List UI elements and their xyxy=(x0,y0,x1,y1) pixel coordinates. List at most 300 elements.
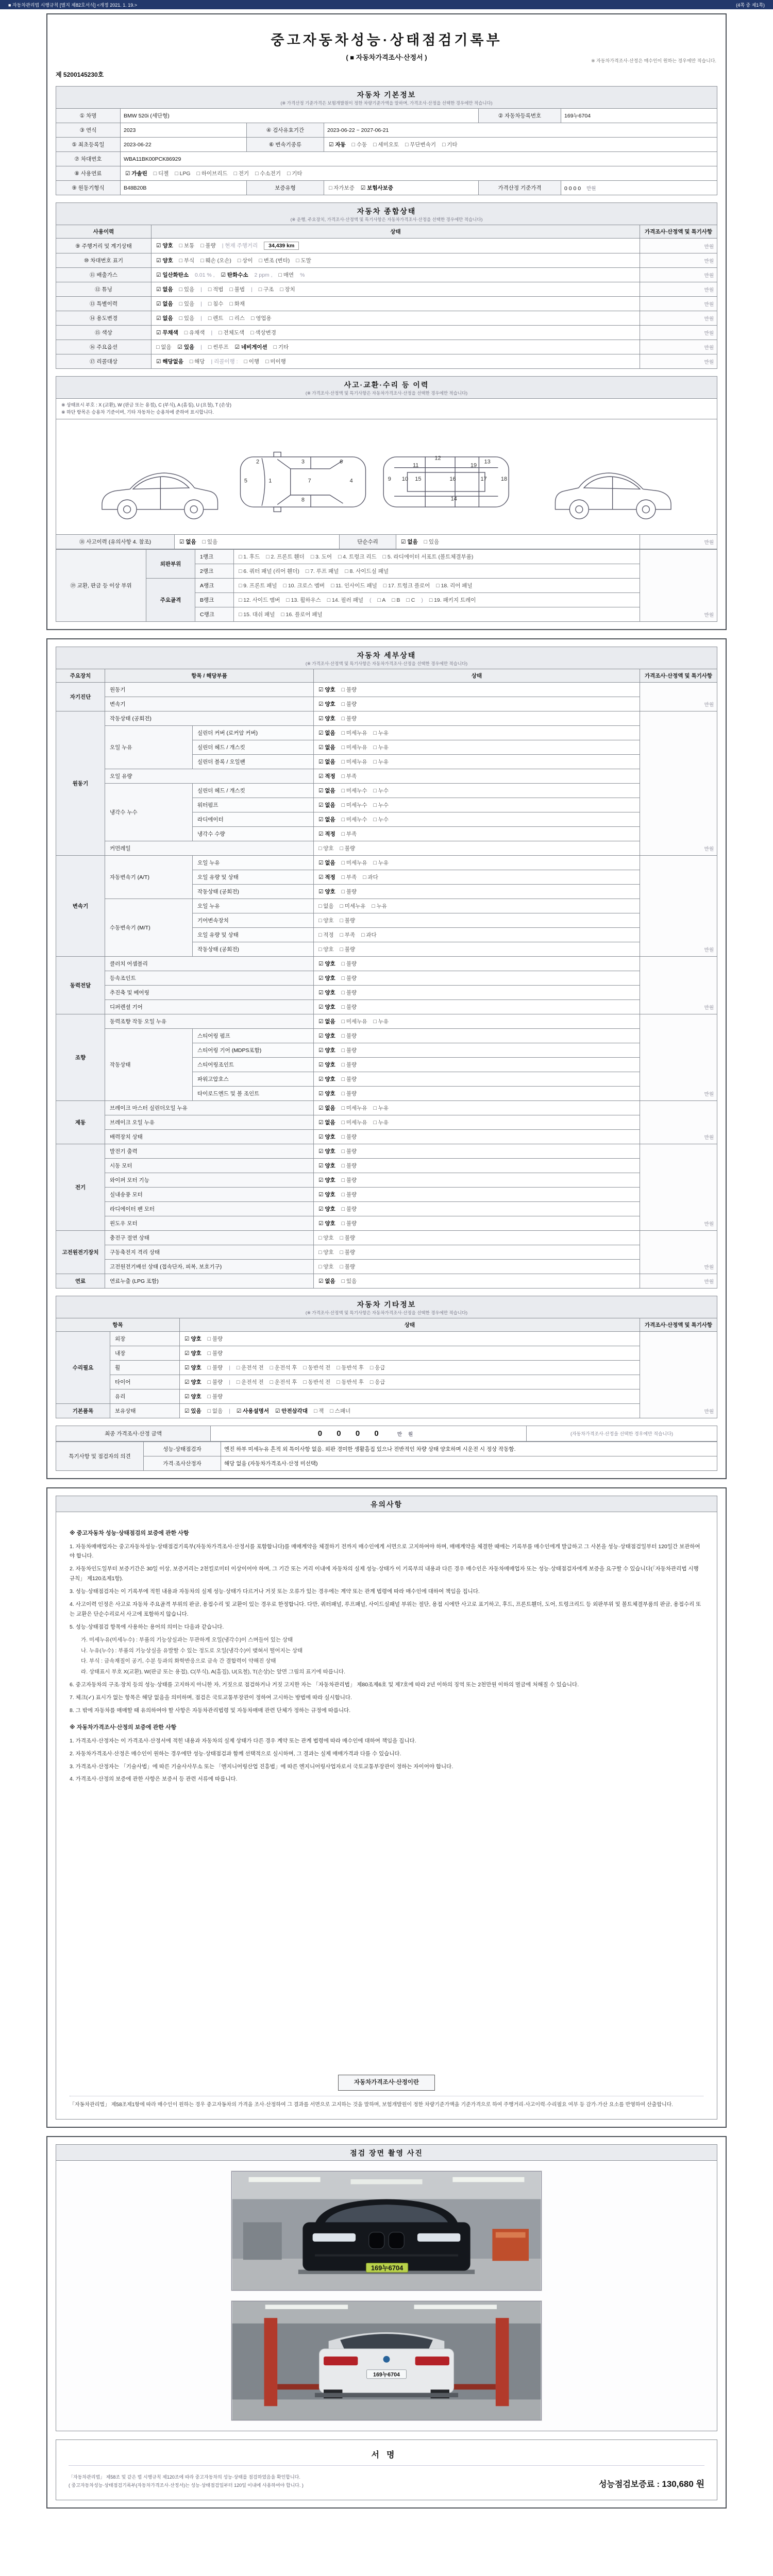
status-cell xyxy=(314,1245,640,1259)
status-cell xyxy=(314,971,640,985)
table-row xyxy=(56,711,717,725)
status-cell xyxy=(234,607,640,621)
checkbox-불량[interactable]: □ 불량 xyxy=(341,1076,357,1082)
checkbox-양호[interactable]: □ 양호 xyxy=(318,1234,334,1241)
checkbox-해당[interactable]: □ 해당 xyxy=(189,359,205,365)
checkbox-색상변경[interactable]: □ 색상변경 xyxy=(250,330,276,336)
label-cell: 보증유형 xyxy=(247,181,324,195)
lift-post-left xyxy=(264,2318,278,2406)
checkbox-양호[interactable]: □ 양호 xyxy=(318,845,334,852)
checkbox-5. 라디에이터 서포트 (볼트체결부품)[interactable]: □ 5. 라디에이터 서포트 (볼트체결부품) xyxy=(382,553,474,560)
car-side-view-left xyxy=(102,473,218,519)
checkbox-이행[interactable]: □ 이행 xyxy=(244,359,260,365)
checkbox-수소전기[interactable]: □ 수소전기 xyxy=(255,171,281,177)
checkbox-무단변속기[interactable]: □ 무단변속기 xyxy=(405,142,436,148)
checkbox-네비게이션[interactable]: ☑ 네비게이션 xyxy=(234,344,267,350)
table-row xyxy=(56,956,717,971)
checkbox-14. 필러 패널[interactable]: □ 14. 필러 패널 xyxy=(327,597,364,603)
checkbox-누유[interactable]: □ 누유 xyxy=(373,1105,389,1111)
checkbox-응급[interactable]: □ 응급 xyxy=(369,1364,385,1371)
checkbox-불량[interactable]: □ 불량 xyxy=(341,686,357,693)
checkbox-양호[interactable]: ☑ 양호 xyxy=(318,1148,335,1155)
checkbox-불량[interactable]: □ 불량 xyxy=(341,1206,357,1212)
label-cell: ⑫ 튜닝 xyxy=(56,282,152,297)
checkbox-불량[interactable]: □ 불량 xyxy=(341,1220,357,1227)
inline-text: 2 ppm , xyxy=(254,272,273,278)
status-cell xyxy=(314,783,640,798)
price-cell: 만원 xyxy=(640,534,717,549)
table-row xyxy=(56,1173,717,1187)
checkbox-불법[interactable]: □ 불법 xyxy=(229,286,245,293)
checkbox-미세누유[interactable]: □ 미세누유 xyxy=(341,1018,367,1025)
checkbox-불량[interactable]: □ 불량 xyxy=(341,1177,357,1183)
section-basic-header xyxy=(56,86,717,108)
checkbox-양호[interactable]: ☑ 양호 xyxy=(318,686,335,693)
checkbox-12. 사이드 멤버[interactable]: □ 12. 사이드 멤버 xyxy=(239,597,280,603)
item-cell: 디퍼렌셜 기어 xyxy=(105,999,314,1014)
checkbox-불량[interactable]: □ 불량 xyxy=(341,1004,357,1010)
checkbox-양호[interactable]: ☑ 양호 xyxy=(318,1090,335,1097)
checkbox-적법[interactable]: □ 적법 xyxy=(208,286,224,293)
table-row xyxy=(56,578,717,592)
diagram-number: 10 xyxy=(401,476,408,482)
group-cell: 전기 xyxy=(56,1144,105,1230)
photo-rear-frame xyxy=(231,2301,542,2420)
status-cell xyxy=(314,927,640,942)
checkbox-누수[interactable]: □ 누수 xyxy=(373,816,389,823)
checkbox-누유[interactable]: □ 누유 xyxy=(373,859,389,866)
subitem-cell: 스티어링 기어 (MDPS포함) xyxy=(193,1043,314,1057)
checkbox-양호[interactable]: ☑ 양호 xyxy=(318,1061,335,1068)
checkbox-있음[interactable]: □ 있음 xyxy=(179,315,195,321)
checkbox-렌트[interactable]: □ 렌트 xyxy=(208,315,224,321)
status-cell xyxy=(314,1115,640,1129)
item-cell: 원동기 xyxy=(105,682,314,697)
checkbox-LPG[interactable]: □ LPG xyxy=(175,171,191,177)
checkbox-15. 대쉬 패널[interactable]: □ 15. 대쉬 패널 xyxy=(239,611,275,618)
checkbox-불량[interactable]: □ 불량 xyxy=(200,243,216,249)
table-row xyxy=(56,253,717,268)
checkbox-없음[interactable]: ☑ 없음 xyxy=(179,538,196,545)
checkbox-해당없음[interactable]: ☑ 해당없음 xyxy=(156,359,183,365)
group-cell: 동력전달 xyxy=(56,956,105,1014)
checkbox-없음[interactable]: □ 없음 xyxy=(318,903,334,909)
checkbox-리스[interactable]: □ 리스 xyxy=(229,315,245,321)
checkbox-미세누수[interactable]: □ 미세누수 xyxy=(341,787,367,794)
checkbox-누수[interactable]: □ 누수 xyxy=(373,802,389,808)
checkbox-불량[interactable]: □ 불량 xyxy=(207,1364,223,1371)
checkbox-미세누유[interactable]: □ 미세누유 xyxy=(341,730,367,736)
checkbox-불량[interactable]: □ 불량 xyxy=(341,1133,357,1140)
label-cell: ① 차명 xyxy=(56,109,121,123)
checkbox-없음[interactable]: ☑ 없음 xyxy=(318,758,335,765)
checkbox-과다[interactable]: □ 과다 xyxy=(361,931,377,938)
checkbox-무채색[interactable]: ☑ 무채색 xyxy=(156,330,178,336)
checkbox-동반석 전[interactable]: □ 동반석 전 xyxy=(303,1364,331,1371)
checkbox-기타[interactable]: □ 기타 xyxy=(287,171,303,177)
status-cell xyxy=(314,1173,640,1187)
section-notice-header xyxy=(56,1496,717,1512)
checkbox-7. 루프 패널[interactable]: □ 7. 루프 패널 xyxy=(305,568,339,574)
checkbox-부족[interactable]: □ 부족 xyxy=(340,931,356,938)
checkbox-양호[interactable]: ☑ 양호 xyxy=(318,1032,335,1039)
checkbox-미세누유[interactable]: □ 미세누유 xyxy=(341,1105,367,1111)
checkbox-도말[interactable]: □ 도말 xyxy=(296,258,311,264)
item-cell: 연료누출 (LPG 포함) xyxy=(105,1274,314,1288)
checkbox-탄화수소[interactable]: ☑ 탄화수소 xyxy=(221,272,248,278)
checkbox-운전석 후[interactable]: □ 운전석 후 xyxy=(270,1379,297,1385)
checkbox-불량[interactable]: □ 불량 xyxy=(207,1335,223,1342)
notice-item: 2. 자동차가격조사·산정은 매수인이 원하는 경우에만 성능·상태점검과 함께 선택적으로 실시하며, 그 결과는 실제 매매가격과 다를 수 있습니다. xyxy=(70,1750,401,1757)
checkbox-동반석 후[interactable]: □ 동반석 후 xyxy=(337,1379,364,1385)
checkbox-1. 후드[interactable]: □ 1. 후드 xyxy=(239,553,260,560)
checkbox-누유[interactable]: □ 누유 xyxy=(373,758,389,765)
checkbox-양호[interactable]: ☑ 양호 xyxy=(318,1004,335,1010)
checkbox-불량[interactable]: □ 불량 xyxy=(341,1191,357,1198)
checkbox-누유[interactable]: □ 누유 xyxy=(373,1018,389,1025)
table-row xyxy=(56,123,717,138)
checkbox-미세누유[interactable]: □ 미세누유 xyxy=(341,1119,367,1126)
checkbox-양호[interactable]: □ 양호 xyxy=(318,917,334,924)
checkbox-없음[interactable]: ☑ 없음 xyxy=(318,744,335,751)
label-cell: ⑯ 주요옵션 xyxy=(56,340,152,354)
diagram-number: 17 xyxy=(480,476,487,482)
checkbox-누수[interactable]: □ 누수 xyxy=(373,787,389,794)
label-cell: ② 자동차등록번호 xyxy=(479,109,561,123)
checkbox-불량[interactable]: □ 불량 xyxy=(340,1234,356,1241)
checkbox-11. 인사이드 패널[interactable]: □ 11. 인사이드 패널 xyxy=(330,582,377,589)
item-cell: 외장 xyxy=(110,1331,180,1346)
checkbox-불량[interactable]: □ 불량 xyxy=(341,1090,357,1097)
label-cell: 단순수리 xyxy=(340,534,396,549)
group-cell: 자기진단 xyxy=(56,682,105,711)
checkbox-없음[interactable]: ☑ 없음 xyxy=(318,1119,335,1126)
checkbox-B[interactable]: □ B xyxy=(392,597,400,603)
checkbox-양호[interactable]: ☑ 양호 xyxy=(156,258,173,264)
checkbox-양호[interactable]: □ 양호 xyxy=(318,1263,334,1270)
checkbox-없음[interactable]: □ 없음 xyxy=(156,344,172,350)
checkbox-불량[interactable]: □ 불량 xyxy=(341,1148,357,1155)
checkbox-운전석 전[interactable]: □ 운전석 전 xyxy=(236,1364,264,1371)
checkbox-양호[interactable]: ☑ 양호 xyxy=(184,1350,201,1357)
checkbox-없음[interactable]: □ 없음 xyxy=(207,1408,223,1414)
checkbox-있음[interactable]: ☑ 있음 xyxy=(184,1408,201,1414)
checkbox-운전석 후[interactable]: □ 운전석 후 xyxy=(270,1364,297,1371)
checkbox-누유[interactable]: □ 누유 xyxy=(373,1119,389,1126)
subitem-cell: 타이로드엔드 및 볼 조인트 xyxy=(193,1086,314,1100)
checkbox-없음[interactable]: ☑ 없음 xyxy=(318,1018,335,1025)
status-cell xyxy=(314,841,640,855)
checkbox-불량[interactable]: □ 불량 xyxy=(340,1263,356,1270)
checkbox-없음[interactable]: ☑ 없음 xyxy=(318,730,335,736)
kidney-grille-right xyxy=(389,2232,404,2248)
checkbox-불량[interactable]: □ 불량 xyxy=(340,845,356,852)
checkbox-불량[interactable]: □ 불량 xyxy=(207,1379,223,1385)
checkbox-없음[interactable]: ☑ 없음 xyxy=(318,859,335,866)
damage-code-legend xyxy=(56,398,717,419)
group-cell: 변속기 xyxy=(56,855,105,956)
table-row xyxy=(56,268,717,282)
checkbox-있음[interactable]: ☑ 있음 xyxy=(177,344,195,350)
checkbox-불량[interactable]: □ 불량 xyxy=(341,975,357,981)
table-row xyxy=(56,1187,717,1201)
checkbox-기타[interactable]: □ 기타 xyxy=(442,142,458,148)
checkbox-없음[interactable]: ☑ 없음 xyxy=(156,301,173,307)
checkbox-없음[interactable]: ☑ 없음 xyxy=(156,315,173,321)
checkbox-영업용[interactable]: □ 영업용 xyxy=(251,315,272,321)
checkbox-불량[interactable]: □ 불량 xyxy=(340,917,356,924)
checkbox-미세누유[interactable]: □ 미세누유 xyxy=(341,859,367,866)
status-cell xyxy=(314,754,640,769)
fee-value: 130,680 원 xyxy=(662,2479,704,2489)
checkbox-없음[interactable]: ☑ 없음 xyxy=(318,1278,335,1284)
checkbox-양호[interactable]: ☑ 양호 xyxy=(318,701,335,707)
checkbox-미세누유[interactable]: □ 미세누유 xyxy=(340,903,366,909)
checkbox-10. 크로스 멤버[interactable]: □ 10. 크로스 멤버 xyxy=(283,582,325,589)
legend-line-2: ※ 하단 항목은 승용차 기준이며, 기타 자동차는 승용차에 준하여 표시합니다. xyxy=(61,410,214,415)
item-cell: 배력장치 상태 xyxy=(105,1129,314,1144)
checkbox-전체도색[interactable]: □ 전체도색 xyxy=(219,330,245,336)
checkbox-있음[interactable]: □ 있음 xyxy=(341,1278,357,1284)
item-cell: 2랭크 xyxy=(195,564,234,578)
status-cell xyxy=(314,826,640,841)
checkbox-불량[interactable]: □ 불량 xyxy=(340,946,356,953)
item-cell: 변속기 xyxy=(105,697,314,711)
notice-item: 4. 가격조사·산정의 보증에 관한 사항은 보증서 등 관련 서류에 따릅니다. xyxy=(70,1776,238,1783)
checkbox-상이[interactable]: □ 상이 xyxy=(237,258,253,264)
price-cell: 만원 xyxy=(640,855,717,956)
checkbox-13. 휠하우스[interactable]: □ 13. 휠하우스 xyxy=(286,597,321,603)
checkbox-전기[interactable]: □ 전기 xyxy=(233,171,249,177)
notice-item: 6. 중고자동차의 구조·장치 등의 성능·상태를 고지하지 아니한 자, 거짓으로 점검하거나 거짓 고지한 자는 「자동차관리법」 제80조제6호 및 제7호에 따라 2년 이하의 징역 또는 2천만원 이하의 벌금에 처해질 수 있습니다. xyxy=(70,1682,579,1688)
group-cell: 고전원전기장치 xyxy=(56,1230,105,1274)
checkbox-없음[interactable]: ☑ 없음 xyxy=(318,787,335,794)
checkbox-수동[interactable]: □ 수동 xyxy=(351,142,367,148)
checkbox-적정[interactable]: ☑ 적정 xyxy=(318,831,335,837)
status-cell xyxy=(314,913,640,927)
checkbox-불량[interactable]: □ 불량 xyxy=(341,1162,357,1169)
checkbox-장치[interactable]: □ 장치 xyxy=(280,286,295,293)
checkbox-부족[interactable]: □ 부족 xyxy=(341,831,357,837)
checkbox-불량[interactable]: □ 불량 xyxy=(207,1350,223,1357)
checkbox-C[interactable]: □ C xyxy=(406,597,415,603)
checkbox-과다[interactable]: □ 과다 xyxy=(363,874,378,880)
checkbox-스패너[interactable]: □ 스패너 xyxy=(330,1408,351,1414)
checkbox-18. 리어 패널[interactable]: □ 18. 리어 패널 xyxy=(436,582,473,589)
subitem-cell: 실린더 헤드 / 개스킷 xyxy=(193,740,314,754)
subitem-cell: 스티어링조인트 xyxy=(193,1057,314,1072)
checkbox-양호[interactable]: ☑ 양호 xyxy=(318,1206,335,1212)
status-cell xyxy=(314,740,640,754)
checkbox-3. 도어[interactable]: □ 3. 도어 xyxy=(310,553,332,560)
checkbox-자가보증[interactable]: □ 자가보증 xyxy=(329,185,355,191)
checkbox-양호[interactable]: ☑ 양호 xyxy=(318,1177,335,1183)
checkbox-19. 패키지 트레이[interactable]: □ 19. 패키지 트레이 xyxy=(429,597,476,603)
checkbox-가솔린[interactable]: ☑ 가솔린 xyxy=(125,171,147,177)
checkbox-훼손 (오손)[interactable]: □ 훼손 (오손) xyxy=(200,258,231,264)
item-cell: 시동 모터 xyxy=(105,1158,314,1173)
registration-number-value: 169누6704 xyxy=(561,109,717,123)
item-cell: 라디에이터 팬 모터 xyxy=(105,1201,314,1216)
checkbox-부식[interactable]: □ 부식 xyxy=(179,258,195,264)
checkbox-8. 사이드실 패널[interactable]: □ 8. 사이드실 패널 xyxy=(345,568,389,574)
checkbox-적정[interactable]: ☑ 적정 xyxy=(318,874,335,880)
checkbox-있음[interactable]: □ 있음 xyxy=(424,538,440,545)
checkbox-불량[interactable]: □ 불량 xyxy=(341,1061,357,1068)
checkbox-부족[interactable]: □ 부족 xyxy=(341,773,357,779)
checkbox-기타[interactable]: □ 기타 xyxy=(273,344,289,350)
checkbox-적정[interactable]: ☑ 적정 xyxy=(318,773,335,779)
checkbox-운전석 전[interactable]: □ 운전석 전 xyxy=(236,1379,264,1385)
inline-text: | xyxy=(200,301,202,307)
price-cell: 만원 xyxy=(640,549,717,621)
checkbox-양호[interactable]: □ 양호 xyxy=(318,946,334,953)
subitem-cell: 실린더 헤드 / 개스킷 xyxy=(193,783,314,798)
license-plate-number: 169누6704 xyxy=(371,2264,404,2272)
checkbox-양호[interactable]: ☑ 양호 xyxy=(184,1379,201,1385)
checkbox-구조[interactable]: □ 구조 xyxy=(258,286,274,293)
checkbox-양호[interactable]: ☑ 양호 xyxy=(318,888,335,895)
status-cell xyxy=(314,1158,640,1173)
checkbox-있음[interactable]: □ 있음 xyxy=(202,538,218,545)
label-cell: ⑭ 용도변경 xyxy=(56,311,152,326)
notice-title: 유의사항 xyxy=(370,1500,403,1509)
checkbox-양호[interactable]: ☑ 양호 xyxy=(318,1191,335,1198)
table-row xyxy=(56,181,717,195)
checkbox-불량[interactable]: □ 불량 xyxy=(341,960,357,967)
checkbox-양호[interactable]: □ 양호 xyxy=(318,1249,334,1256)
checkbox-잭[interactable]: □ 잭 xyxy=(314,1408,324,1414)
checkbox-없음[interactable]: ☑ 없음 xyxy=(318,816,335,823)
checkbox-썬루프[interactable]: □ 썬루프 xyxy=(208,344,229,350)
checkbox-누유[interactable]: □ 누유 xyxy=(373,744,389,751)
checkbox-17. 트렁크 플로어[interactable]: □ 17. 트렁크 플로어 xyxy=(383,582,430,589)
checkbox-디젤[interactable]: □ 디젤 xyxy=(153,171,169,177)
section-accident-header xyxy=(56,376,717,398)
checkbox-양호[interactable]: ☑ 양호 xyxy=(156,243,173,249)
label-cell: ⑤ 최초등록일 xyxy=(56,138,121,152)
checkbox-양호[interactable]: ☑ 양호 xyxy=(184,1364,201,1371)
checkbox-6. 쿼터 패널 (리어 휀더)[interactable]: □ 6. 쿼터 패널 (리어 휀더) xyxy=(239,568,299,574)
checkbox-유채색[interactable]: □ 유채색 xyxy=(184,330,205,336)
checkbox-안전삼각대[interactable]: ☑ 안전삼각대 xyxy=(275,1408,308,1414)
checkbox-없음[interactable]: ☑ 없음 xyxy=(318,802,335,808)
item-cell: C랭크 xyxy=(195,607,234,621)
checkbox-9. 프론트 패널[interactable]: □ 9. 프론트 패널 xyxy=(239,582,277,589)
checkbox-불량[interactable]: □ 불량 xyxy=(341,989,357,996)
status-cell xyxy=(180,1360,640,1375)
signature-section xyxy=(56,2439,717,2500)
checkbox-없음[interactable]: ☑ 없음 xyxy=(156,286,173,293)
checkbox-동반석 후[interactable]: □ 동반석 후 xyxy=(337,1364,364,1371)
checkbox-불량[interactable]: □ 불량 xyxy=(340,1249,356,1256)
checkbox-미세누수[interactable]: □ 미세누수 xyxy=(341,816,367,823)
checkbox-있음[interactable]: □ 있음 xyxy=(179,286,195,293)
photos-title: 점검 장면 촬영 사진 xyxy=(350,2148,423,2157)
checkbox-침수[interactable]: □ 침수 xyxy=(208,301,224,307)
checkbox-양호[interactable]: ☑ 양호 xyxy=(318,960,335,967)
engine-type-value: B48B20B xyxy=(121,181,247,195)
table-row xyxy=(56,682,717,697)
checkbox-변조 (변타)[interactable]: □ 변조 (변타) xyxy=(259,258,290,264)
column-header: 주요장치 xyxy=(56,669,105,682)
price-cell: 만원 xyxy=(640,682,717,711)
checkbox-A[interactable]: □ A xyxy=(377,597,386,603)
checkbox-없음[interactable]: ☑ 없음 xyxy=(318,1105,335,1111)
checkbox-양호[interactable]: ☑ 양호 xyxy=(318,1133,335,1140)
checkbox-부족[interactable]: □ 부족 xyxy=(341,874,357,880)
checkbox-누유[interactable]: □ 누유 xyxy=(373,730,389,736)
car-damage-diagram xyxy=(88,423,685,530)
item-cell: 커먼레일 xyxy=(105,841,314,855)
table-row xyxy=(56,1346,717,1360)
checkbox-하이브리드[interactable]: □ 하이브리드 xyxy=(196,171,228,177)
appraiser-role: 가격·조사산정자 xyxy=(144,1456,221,1470)
checkbox-자동[interactable]: ☑ 자동 xyxy=(329,142,346,148)
checkbox-없음[interactable]: ☑ 없음 xyxy=(401,538,418,545)
checkbox-양호[interactable]: ☑ 양호 xyxy=(318,1162,335,1169)
checkbox-일산화탄소[interactable]: ☑ 일산화탄소 xyxy=(156,272,189,278)
checkbox-동반석 전[interactable]: □ 동반석 전 xyxy=(303,1379,331,1385)
legend-line-1: ※ 상태표시 부호 : X (교환), W (판금 또는 용접), C (부식), A (흠집), U (요철), T (손상) xyxy=(61,402,231,408)
checkbox-응급[interactable]: □ 응급 xyxy=(369,1379,385,1385)
checkbox-4. 트렁크 리드[interactable]: □ 4. 트렁크 리드 xyxy=(338,553,377,560)
checkbox-화재[interactable]: □ 화재 xyxy=(229,301,245,307)
checkbox-양호[interactable]: ☑ 양호 xyxy=(318,1047,335,1054)
checkbox-미세누수[interactable]: □ 미세누수 xyxy=(341,802,367,808)
checkbox-불량[interactable]: □ 불량 xyxy=(341,701,357,707)
checkbox-보통[interactable]: □ 보통 xyxy=(179,243,195,249)
checkbox-불량[interactable]: □ 불량 xyxy=(341,888,357,895)
price-cell: 만원 xyxy=(640,340,717,354)
checkbox-16. 플로어 패널[interactable]: □ 16. 플로어 패널 xyxy=(281,611,323,618)
detail-condition-table xyxy=(56,669,717,1289)
checkbox-미이행[interactable]: □ 미이행 xyxy=(265,359,286,365)
status-cell xyxy=(314,870,640,884)
checkbox-양호[interactable]: ☑ 양호 xyxy=(318,715,335,722)
checkbox-양호[interactable]: ☑ 양호 xyxy=(184,1393,201,1400)
checkbox-양호[interactable]: ☑ 양호 xyxy=(318,1220,335,1227)
checkbox-불량[interactable]: □ 불량 xyxy=(341,1047,357,1054)
section-title: 자동차 기본정보 xyxy=(357,91,416,99)
item-cell: 구동축전지 격리 상태 xyxy=(105,1245,314,1259)
table-row xyxy=(56,239,717,253)
checkbox-미세누유[interactable]: □ 미세누유 xyxy=(341,758,367,765)
section-overall-header xyxy=(56,202,717,225)
status-cell xyxy=(180,1331,640,1346)
checkbox-매연[interactable]: □ 매연 xyxy=(278,272,294,278)
checkbox-세미오토[interactable]: □ 세미오토 xyxy=(373,142,399,148)
checkbox-양호[interactable]: ☑ 양호 xyxy=(318,1076,335,1082)
checkbox-불량[interactable]: □ 불량 xyxy=(207,1393,223,1400)
checkbox-2. 프론트 휀더[interactable]: □ 2. 프론트 휀더 xyxy=(266,553,305,560)
checkbox-보험사보증[interactable]: ☑ 보험사보증 xyxy=(360,185,393,191)
checkbox-양호[interactable]: ☑ 양호 xyxy=(184,1335,201,1342)
item-cell: 발전기 출력 xyxy=(105,1144,314,1158)
diagram-number: 8 xyxy=(301,497,305,503)
checkbox-누유[interactable]: □ 누유 xyxy=(372,903,387,909)
checkbox-양호[interactable]: ☑ 양호 xyxy=(318,989,335,996)
checkbox-사용설명서[interactable]: ☑ 사용설명서 xyxy=(236,1408,269,1414)
checkbox-미세누유[interactable]: □ 미세누유 xyxy=(341,744,367,751)
section-title: 자동차 세부상태 xyxy=(357,651,416,659)
checkbox-불량[interactable]: □ 불량 xyxy=(341,715,357,722)
checkbox-적정[interactable]: □ 적정 xyxy=(318,931,334,938)
inline-text: | xyxy=(200,315,202,321)
checkbox-양호[interactable]: ☑ 양호 xyxy=(318,975,335,981)
checkbox-있음[interactable]: □ 있음 xyxy=(179,301,195,307)
checkbox-불량[interactable]: □ 불량 xyxy=(341,1032,357,1039)
